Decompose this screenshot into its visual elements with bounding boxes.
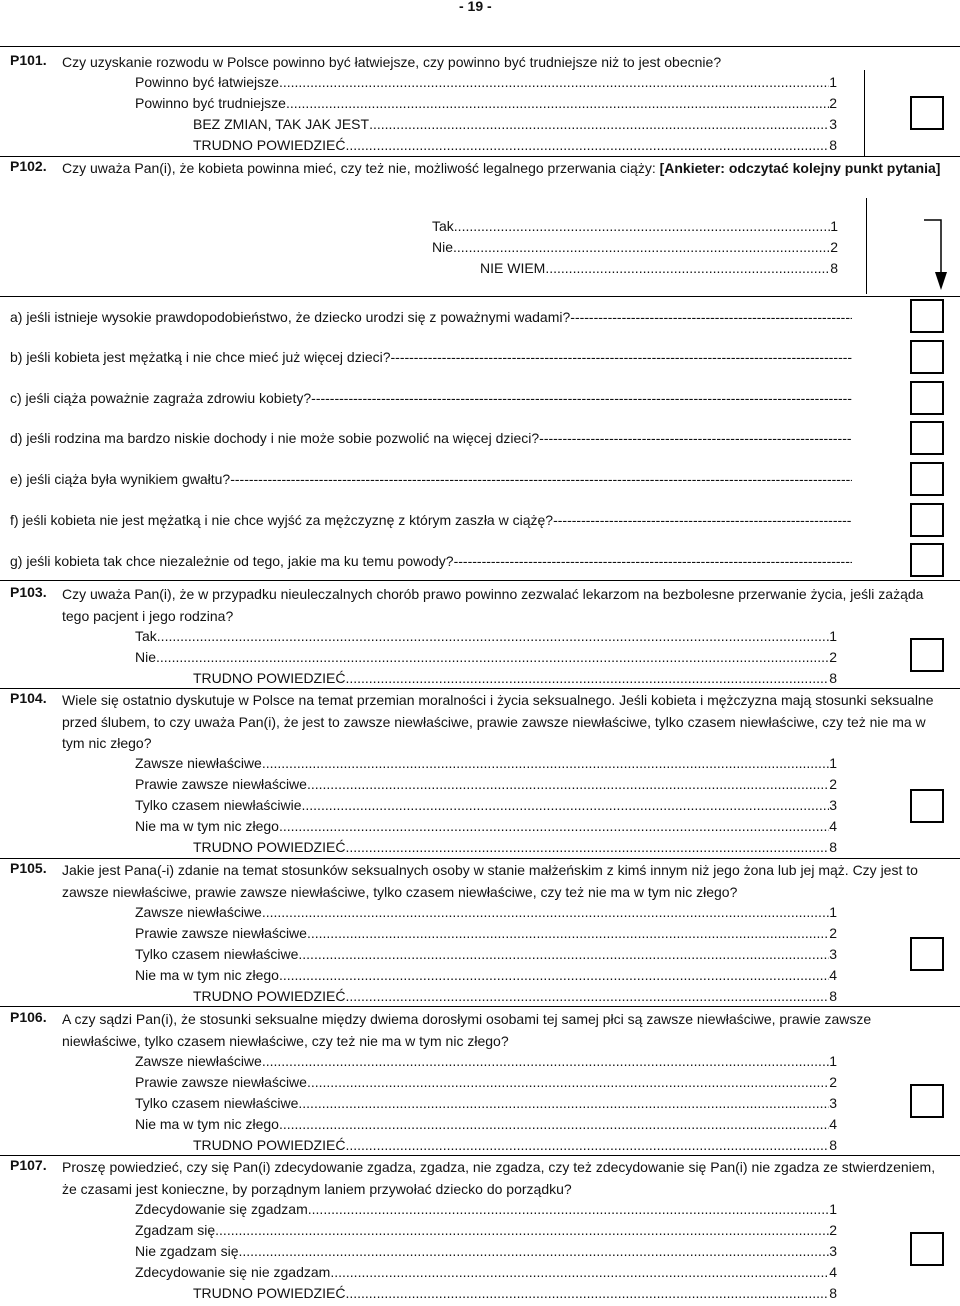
- sub-item: f) jeśli kobieta nie jest mężatką i nie chce wyjść za mężczyznę z którym zaszła w ciążę? -----: [10, 510, 852, 530]
- question-id: P106.: [10, 1009, 47, 1025]
- answer-option: Nie ma w tym nic złego ..... 4: [135, 965, 837, 985]
- answer-option: TRUDNO POWIEDZIEĆ ..... 8: [193, 135, 837, 155]
- answer-option: TRUDNO POWIEDZIEĆ ..... 8: [193, 986, 837, 1006]
- question-rule: [0, 580, 960, 581]
- sub-item: a) jeśli istnieje wysokie prawdopodobieństwo, że dziecko urodzi się z poważnymi wadami? -----: [10, 307, 852, 327]
- sub-item: e) jeśli ciąża była wynikiem gwałtu? -----: [10, 469, 852, 489]
- question-id: P103.: [10, 584, 47, 600]
- answer-option: Zawsze niewłaściwe ..... 1: [135, 753, 837, 773]
- answer-option: Nie zgadzam się ..... 3: [135, 1241, 837, 1261]
- question-text: Jakie jest Pana(-i) zdanie na temat stosunków seksualnych osoby w stanie małżeńskim z kimś innym niż jego żona lub jej mąż. Czy jest to zawsze niewłaściwe, prawie zawsze niewłaściwe, tylko czasem niewłaściwe, czy też nie ma w tym nic złego?: [62, 862, 918, 900]
- answer-option: Tak ..... 1: [135, 626, 837, 646]
- question-rule: [0, 858, 960, 859]
- answer-option: Nie ma w tym nic złego ..... 4: [135, 1114, 837, 1134]
- answer-box[interactable]: [910, 462, 944, 496]
- answer-option: Nie ..... 2: [432, 237, 838, 257]
- answer-option: Prawie zawsze niewłaściwe ..... 2: [135, 923, 837, 943]
- question-rule: [0, 688, 960, 689]
- answer-box[interactable]: [910, 638, 944, 672]
- answer-option: Zgadzam się ..... 2: [135, 1220, 837, 1240]
- answer-option: TRUDNO POWIEDZIEĆ ..... 8: [193, 668, 837, 688]
- question-id: P101.: [10, 52, 47, 68]
- question-rule: [0, 1006, 960, 1007]
- column-divider: [866, 198, 867, 294]
- arrow-down-icon: [924, 218, 954, 292]
- page-number: - 19 -: [459, 0, 492, 14]
- answer-option: Tak ..... 1: [432, 216, 838, 236]
- answer-option: Powinno być łatwiejsze ..... 1: [135, 72, 837, 92]
- answer-box[interactable]: [910, 299, 944, 333]
- column-divider: [864, 70, 865, 156]
- answer-box[interactable]: [910, 421, 944, 455]
- question-text: A czy sądzi Pan(i), że stosunki seksualne między dwiema dorosłymi osobami tej samej płci są zawsze niewłaściwe, prawie zawsze niewłaściwe, tylko czasem niewłaściwe, czy też nie ma w tym nic złego?: [62, 1011, 872, 1049]
- question-id: P105.: [10, 860, 47, 876]
- answer-option: Prawie zawsze niewłaściwe ..... 2: [135, 774, 837, 794]
- answer-option: Zawsze niewłaściwe ..... 1: [135, 1051, 837, 1071]
- answer-option: Tylko czasem niewłaściwe ..... 3: [135, 944, 837, 964]
- sub-item: d) jeśli rodzina ma bardzo niskie dochody i nie może sobie pozwolić na więcej dzieci? -----: [10, 428, 852, 448]
- answer-box[interactable]: [910, 96, 944, 130]
- answer-option: Powinno być trudniejsze ..... 2: [135, 93, 837, 113]
- sub-item: b) jeśli kobieta jest mężatką i nie chce mieć już więcej dzieci? -----: [10, 347, 852, 367]
- answer-option: Prawie zawsze niewłaściwe ..... 2: [135, 1072, 837, 1092]
- answer-option: Zdecydowanie się zgadzam ..... 1: [135, 1199, 837, 1219]
- question-text: Czy uważa Pan(i), że w przypadku nieuleczalnych chorób prawo powinno zezwalać lekarzom na bezbolesne przerwanie życia, jeśli zażąda tego pacjent i jego rodzina?: [62, 586, 924, 624]
- answer-box[interactable]: [910, 1232, 944, 1266]
- answer-option: Tylko czasem niewłaściwie ..... 3: [135, 795, 837, 815]
- question-id: P102.: [10, 158, 47, 174]
- top-rule: [0, 46, 960, 47]
- sub-item: g) jeśli kobieta tak chce niezależnie od tego, jakie ma ku temu powody? -----: [10, 551, 852, 571]
- answer-option: Zawsze niewłaściwe ..... 1: [135, 902, 837, 922]
- question-text: Wiele się ostatnio dyskutuje w Polsce na temat przemian moralności i życia seksualnego. Jeśli kobieta i mężczyzna mają stosunki seksualne przed ślubem, to czy uważa Pan(i), że jest to zawsze niewłaściwe, prawie zawsze niewłaściwe, tylko czasem niewłaściwe, czy też nie ma w tym nic złego?: [62, 692, 934, 751]
- question-text: Proszę powiedzieć, czy się Pan(i) zdecydowanie zgadza, zgadza, nie zgadza, czy też zdecydowanie się Pan(i) nie zgadza ze stwierdzeniem, że czasami jest konieczne, by porządnym laniem przywołać dziecko do porządku?: [62, 1159, 936, 1197]
- answer-box[interactable]: [910, 381, 944, 415]
- answer-box[interactable]: [910, 503, 944, 537]
- section-rule: [0, 296, 960, 297]
- question-body: Czy uważa Pan(i), że kobieta powinna mieć, czy też nie, możliwość legalnego przerwania ciąży:: [62, 160, 660, 176]
- question-rule: [0, 156, 960, 157]
- question-text: [62, 158, 942, 180]
- answer-box[interactable]: [910, 340, 944, 374]
- answer-box[interactable]: [910, 1084, 944, 1118]
- answer-option: BEZ ZMIAN, TAK JAK JEST ..... 3: [193, 114, 837, 134]
- answer-option: NIE WIEM ..... 8: [480, 258, 838, 278]
- question-rule: [0, 1155, 960, 1156]
- question-id: P107.: [10, 1157, 47, 1173]
- question-id: P104.: [10, 690, 47, 706]
- answer-option: Nie ma w tym nic złego ..... 4: [135, 816, 837, 836]
- answer-option: Nie ..... 2: [135, 647, 837, 667]
- question-text: Czy uzyskanie rozwodu w Polsce powinno być łatwiejsze, czy powinno być trudniejsze niż to jest obecnie?: [62, 54, 722, 70]
- answer-box[interactable]: [910, 789, 944, 823]
- sub-item: c) jeśli ciąża poważnie zagraża zdrowiu kobiety? -----: [10, 388, 852, 408]
- answer-option: Zdecydowanie się nie zgadzam ..... 4: [135, 1262, 837, 1282]
- answer-option: TRUDNO POWIEDZIEĆ ..... 8: [193, 1283, 837, 1303]
- answer-option: Tylko czasem niewłaściwe ..... 3: [135, 1093, 837, 1113]
- answer-box[interactable]: [910, 543, 944, 577]
- answer-box[interactable]: [910, 937, 944, 971]
- answer-option: TRUDNO POWIEDZIEĆ ..... 8: [193, 837, 837, 857]
- interviewer-instruction: [Ankieter: odczytać kolejny punkt pytania]: [659, 160, 941, 176]
- answer-option: TRUDNO POWIEDZIEĆ ..... 8: [193, 1135, 837, 1155]
